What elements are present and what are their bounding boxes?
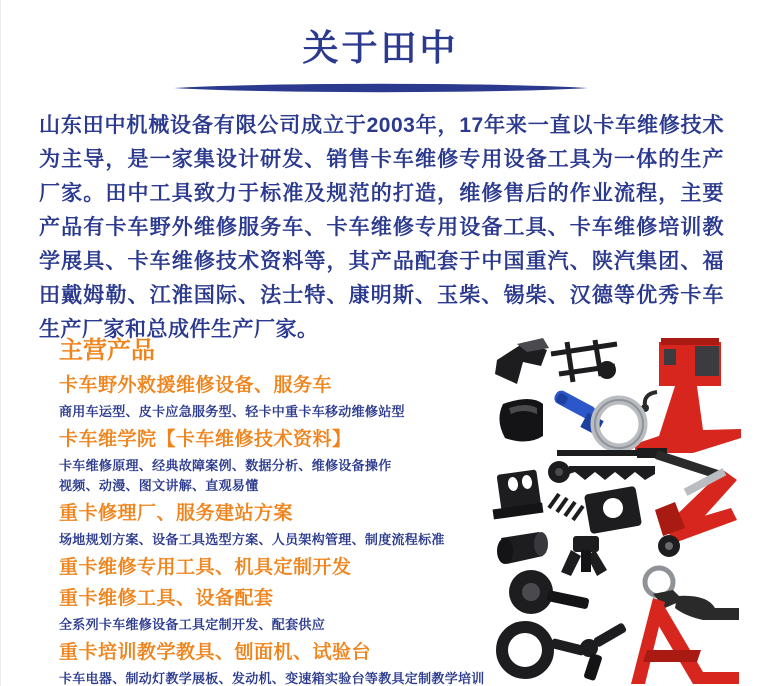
tool-spinner-icon: [550, 622, 627, 681]
product-subtext-tool-sets: 全系列卡车维修设备工具定制开发、配套供应: [59, 617, 326, 632]
product-heading-custom-tools: 重卡维修专用工具、机具定制开发: [59, 557, 352, 578]
product-heading-tool-sets: 重卡维修工具、设备配套: [59, 588, 274, 609]
tool-black-block-icon: [499, 399, 543, 442]
tool-cup-hub-icon: [497, 532, 548, 564]
products-list: [59, 336, 489, 686]
product-subtext-rescue-equipment: 商用车运型、皮卡应急服务型、轻卡中重卡车移动维修站型: [59, 404, 405, 419]
page-header: [1, 0, 760, 93]
product-subtext-academy-1: 卡车维修原理、经典故障案例、数据分析、维修设备操作: [59, 458, 392, 473]
tool-bolts-icon: [549, 494, 583, 520]
tool-plate-icon: [584, 486, 642, 534]
tool-holed-bracket-icon: [493, 469, 544, 519]
tool-puller-icon: [551, 340, 617, 382]
products-collage-image: [487, 332, 759, 686]
tool-metal-ring-icon: [595, 400, 643, 448]
intro-paragraph: 山东田中机械设备有限公司成立于2003年，17年来一直以卡车维修技术为主导，是一家集设计研发、销售卡车维修专用设备工具为一体的生产厂家。田中工具致力于标准及规范的打造，维修售后的作业流程，主要产品有卡车野外维修服务车、卡车维修专用设备工具、卡车维修培训教学展具、卡车维修技术资料等，其产品配套于中国重汽、陕汽集团、福田戴姆勒、江淮国际、法士特、康明斯、玉柴、锡柴、汉德等优秀卡车生产厂家和总成件生产厂家。: [39, 114, 724, 342]
page-title: 关于田中: [302, 27, 459, 68]
products-section: [1, 330, 760, 686]
product-subtext-repair-shop: 场地规划方案、设备工具选型方案、人员架构管理、制度流程标准: [59, 532, 445, 547]
product-heading-academy: 卡车维学院【卡车维修技术资料】: [59, 429, 352, 450]
tool-bracket-icon: [495, 338, 549, 384]
tool-rods-icon: [548, 448, 667, 483]
product-heading-training-aids: 重卡培训教学教具、刨面机、试验台: [59, 642, 372, 663]
products-title: 主营产品: [59, 337, 155, 364]
tool-claw-icon: [561, 536, 607, 576]
tool-black-ring-icon: [502, 622, 548, 673]
product-heading-repair-shop: 重卡修理厂、服务建站方案: [59, 503, 294, 524]
product-heading-rescue-equipment: 卡车野外救援维修设备、服务车: [59, 375, 333, 396]
title-divider: [174, 83, 588, 93]
tool-scissor-jack-icon: [655, 450, 737, 557]
product-subtext-academy-2: 视频、动漫、图文讲解、直观易懂: [59, 478, 259, 493]
tool-pulley-icon: [509, 570, 590, 614]
tool-red-aframe-stand-icon: [631, 568, 739, 684]
tool-red-crank-stand-icon: [635, 338, 741, 453]
product-subtext-training-aids: 卡车电器、制动灯教学展板、发动机、变速箱实验台等教具定制教学培训: [59, 671, 485, 686]
